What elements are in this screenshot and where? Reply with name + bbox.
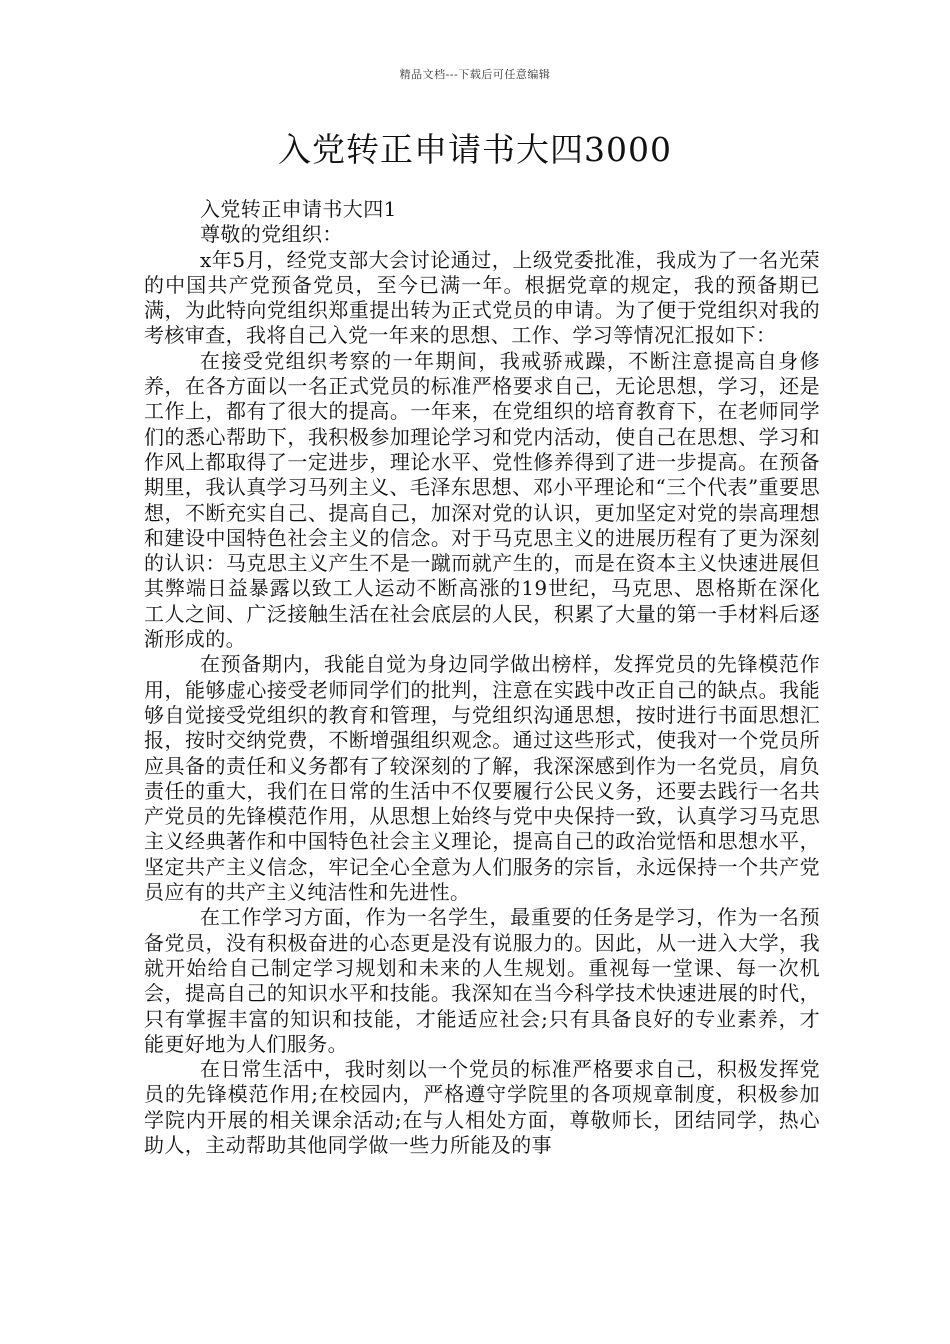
document-body xyxy=(144,197,820,1158)
paragraph-study: 在工作学习方面，作为一名学生，最重要的任务是学习，作为一名预备党员，没有积极奋进的心态更是没有说服力的。因此，从一进入大学，我就开始给自己制定学习规划和未来的人生规划。重视每一堂课、每一次机会，提高自己的知识水平和技能。我深知在当今科学技术快速进展的时代，只有掌握丰富的知识和技能，才能适应社会;只有具备良好的专业素养，才能更好地为人们服务。 xyxy=(144,905,820,1056)
paragraph-subtitle: 入党转正申请书大四1 xyxy=(200,197,397,221)
paragraph-intro: x年5月，经党支部大会讨论通过，上级党委批准，我成为了一名光荣的中国共产党预备党员，至今已满一年。根据党章的规定，我的预备期已满，为此特向党组织郑重提出转为正式党员的申请。为了便于党组织对我的考核审查，我将自己入党一年来的思想、工作、学习等情况汇报如下： xyxy=(144,247,820,348)
paragraph-ideology: 在接受党组织考察的一年期间，我戒骄戒躁，不断注意提高自身修养，在各方面以一名正式党员的标准严格要求自己，无论思想，学习，还是工作上，都有了很大的提高。一年来，在党组织的培育教育下，在老师同学们的悉心帮助下，我积极参加理论学习和党内活动，使自己在思想、学习和作风上都取得了一定进步，理论水平、党性修养得到了进一步提高。在预备期里，我认真学习马列主义、毛泽东思想、邓小平理论和“三个代表”重要思想，不断充实自己、提高自己，加深对党的认识，更加坚定对党的崇高理想和建设中国特色社会主义的信念。对于马克思主义的进展历程有了更为深刻的认识：马克思主义产生不是一蹴而就产生的，而是在资本主义快速进展但其弊端日益暴露以致工人运动不断高涨的19世纪，马克思、恩格斯在深化工人之间、广泛接触生活在社会底层的人民，积累了大量的第一手材料后逐渐形成的。 xyxy=(144,348,820,652)
paragraph-daily-life: 在日常生活中，我时刻以一个党员的标准严格要求自己，积极发挥党员的先锋模范作用;在校园内，严格遵守学院里的各项规章制度，积极参加学院内开展的相关课余活动;在与人相处方面，尊敬师长，团结同学，热心助人，主动帮助其他同学做一些力所能及的事 xyxy=(144,1057,820,1157)
paragraph-probation: 在预备期内，我能自觉为身边同学做出榜样，发挥党员的先锋模范作用，能够虚心接受老师同学们的批判，注意在实践中改正自己的缺点。我能够自觉接受党组织的教育和管理，与党组织沟通思想，按时进行书面思想汇报，按时交纳党费，不断增强组织观念。通过这些形式，使我对一个党员所应具备的责任和义务都有了较深刻的了解，我深深感到作为一名党员，肩负责任的重大，我们在日常的生活中不仅要履行公民义务，还要去践行一名共产党员的先锋模范作用，从思想上始终与党中央保持一致，认真学习马克思主义经典著作和中国特色社会主义理论，提高自己的政治觉悟和思想水平，坚定共产主义信念，牢记全心全意为人们服务的宗旨，永远保持一个共产党员应有的共产主义纯洁性和先进性。 xyxy=(144,652,820,905)
document-title: 入党转正申请书大四3000 xyxy=(278,130,672,169)
paragraph-salutation: 尊敬的党组织： xyxy=(200,222,343,247)
header-note: 精品文档---下载后可任意编辑 xyxy=(399,68,551,81)
